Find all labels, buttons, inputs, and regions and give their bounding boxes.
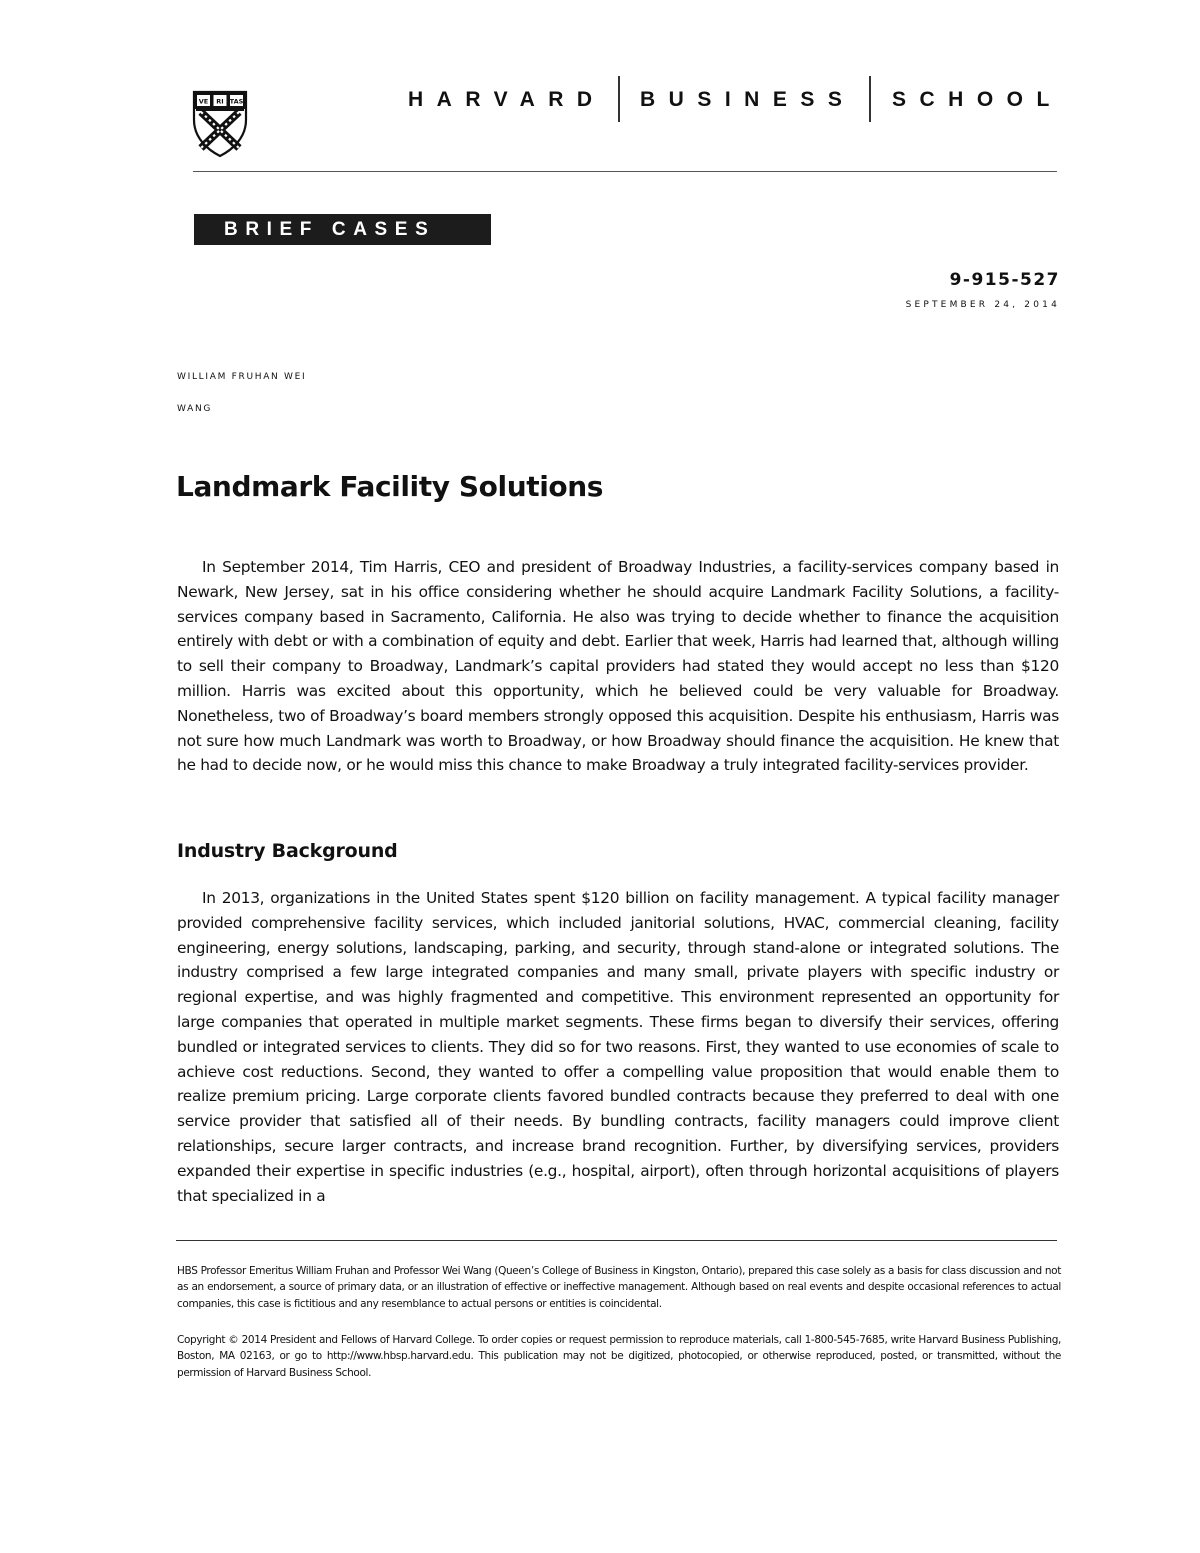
intro-paragraph: In September 2014, Tim Harris, CEO and president of Broadway Industries, a facility-services company based in Newark, New Jersey, sat in his office considering whether he should acquire Landmark Facility Solutions, a facility-services company based in Sacramento, California. He also was trying to decide whether to finance the acquisition entirely with debt or with a combination of equity and debt. Earlier that week, Harris had learned that, although willing to sell their company to Broadway, Landmark’s capital providers had stated they would accept no less than $120 million. Harris was excited about this opportunity, which he believed could be very valuable for Broadway. Nonetheless, two of Broadway’s board members strongly opposed this acquisition. Despite his enthusiasm, Harris was not sure how much Landmark was worth to Broadway, or how Broadway should finance the acquisition. He knew that he had to decide now, or he would miss this chance to make Broadway a truly integrated facility-services provider. [177, 558, 1059, 775]
masthead-separator [618, 76, 620, 122]
author-line-1: WILLIAM FRUHAN WEI [177, 372, 307, 382]
shield-motto-tas: TAS [229, 97, 244, 106]
masthead-school: SCHOOL [892, 88, 1063, 111]
masthead-harvard: HARVARD [408, 88, 606, 111]
shield-motto-ri: RI [216, 97, 224, 106]
section-heading: Industry Background [177, 840, 398, 862]
authorship-footnote: HBS Professor Emeritus William Fruhan and Professor Wei Wang (Queen’s College of Business in Kingston, Ontario), prepared this case solely as a basis for class discussion and not as an endorsement, a source of primary data, or an illustration of effective or ineffective management. Although based on real events and despite occasional references to actual companies, this case is fictitious and any resemblance to actual persons or entities is coincidental. [177, 1265, 1061, 1310]
case-number: 9-915-527 [949, 270, 1060, 290]
series-banner: BRIEF CASES [194, 214, 491, 245]
shield-motto-ve: VE [198, 97, 209, 106]
header-divider [193, 171, 1057, 172]
author-line-2: WANG [177, 404, 213, 414]
masthead-separator [869, 76, 871, 122]
footnote-divider [176, 1240, 1057, 1241]
industry-paragraph: In 2013, organizations in the United States spent $120 billion on facility management. A typical facility manager provided comprehensive facility services, which included janitorial solutions, HVAC, commercial cleaning, facility engineering, energy solutions, landscaping, parking, and security, through stand-alone or integrated solutions. The industry comprised a few large integrated companies and many small, private players with specific industry or regional expertise, and was highly fragmented and competitive. This environment represented an opportunity for large companies that operated in multiple market segments. These firms began to diversify their services, offering bundled or integrated services to clients. They did so for two reasons. First, they wanted to use economies of scale to achieve cost reductions. Second, they wanted to offer a compelling value proposition that would enable them to realize premium pricing. Large corporate clients favored bundled contracts because they preferred to deal with one service provider that satisfied all of their needs. By bundling contracts, facility managers could improve client relationships, secure larger contracts, and increase brand recognition. Further, by diversifying services, providers expanded their expertise in specific industries (e.g., hospital, airport), often through horizontal acquisitions of players that specialized in a [177, 889, 1059, 1205]
case-date: SEPTEMBER 24, 2014 [905, 300, 1060, 310]
copyright-footnote: Copyright © 2014 President and Fellows of Harvard College. To order copies or request permission to reproduce materials, call 1-800-545-7685, write Harvard Business Publishing, Boston, MA 02163, or go to http://www.hbsp.harvard.edu. This publication may not be digitized, photocopied, or otherwise reproduced, posted, or transmitted, without the permission of Harvard Business School. [177, 1334, 1061, 1379]
masthead-business: BUSINESS [640, 88, 856, 111]
document-title: Landmark Facility Solutions [176, 470, 604, 503]
harvard-shield-logo [192, 90, 248, 158]
